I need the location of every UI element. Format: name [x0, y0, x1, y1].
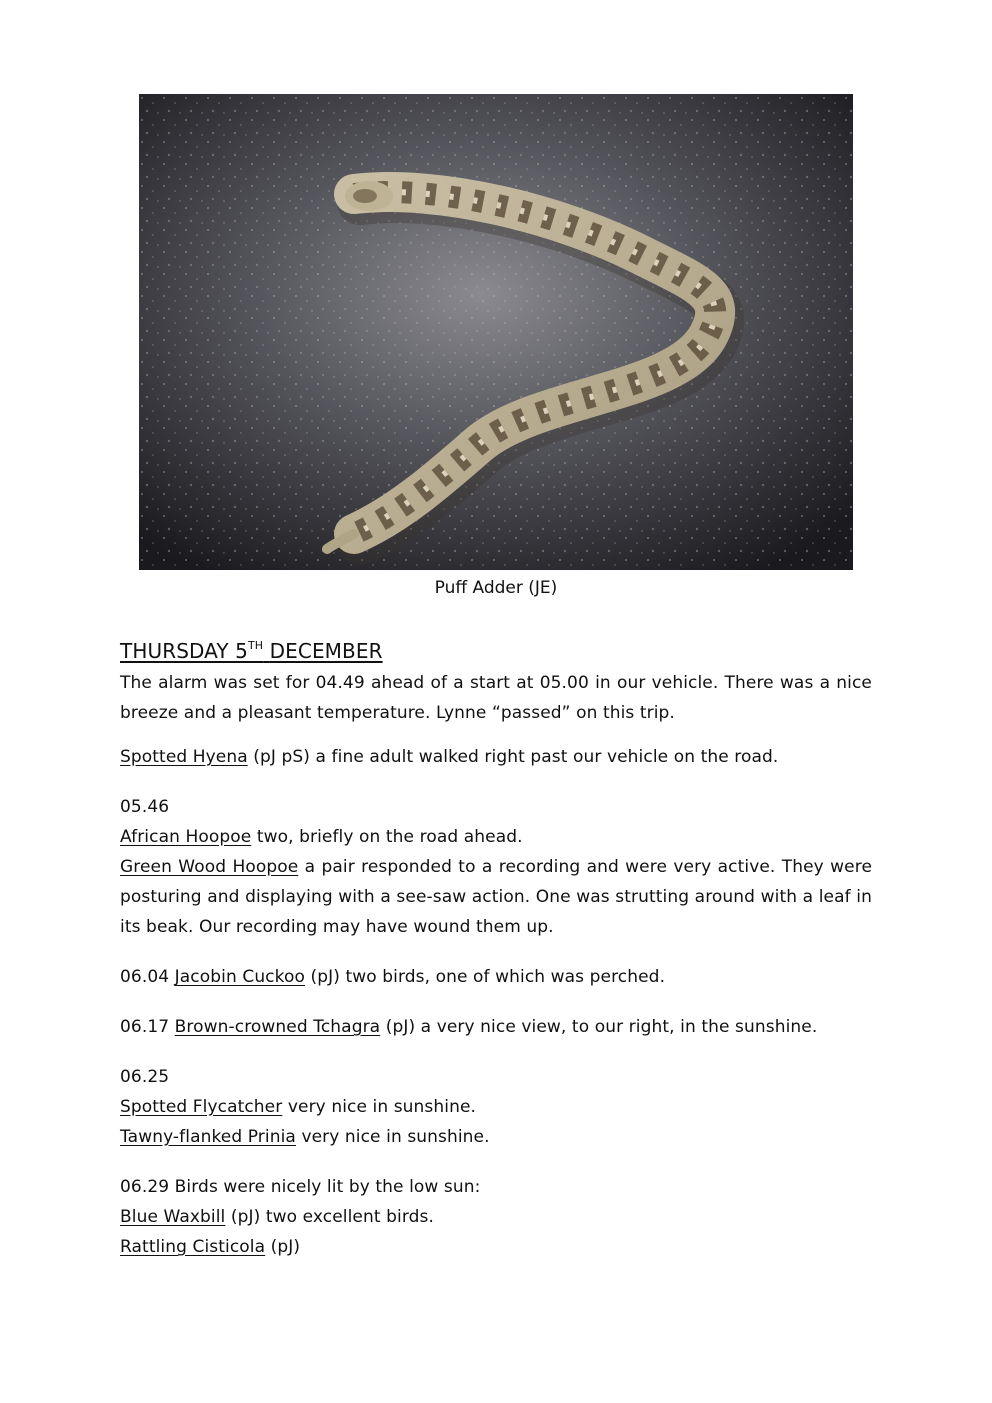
time-entry: 06.25 [120, 1067, 170, 1087]
species-name: Rattling Cisticola [120, 1237, 266, 1257]
species-name: Brown-crowned Tchagra [174, 1017, 381, 1037]
species-name: Spotted Hyena [120, 747, 248, 767]
species-name: Spotted Flycatcher [120, 1097, 283, 1117]
entry-african-hoopoe: African Hoopoe two, briefly on the road ahead. [120, 827, 523, 847]
species-name: Green Wood Hoopoe [120, 857, 299, 877]
entry-spotted-flycatcher: Spotted Flycatcher very nice in sunshine. [120, 1097, 477, 1117]
species-name: Jacobin Cuckoo [174, 967, 305, 987]
time-entry: 06.29 Birds were nicely lit by the low sun: [120, 1177, 481, 1197]
day-heading: THURSDAY 5TH DECEMBER [120, 639, 383, 663]
species-name: Tawny-flanked Prinia [120, 1127, 296, 1147]
entry-spotted-hyena: Spotted Hyena (pJ pS) a fine adult walked right past our vehicle on the road. [120, 747, 779, 767]
entry-tawny-flanked-prinia: Tawny-flanked Prinia very nice in sunshine. [120, 1127, 490, 1147]
entry-brown-crowned-tchagra: 06.17 Brown-crowned Tchagra (pJ) a very nice view, to our right, in the sunshine. [120, 1017, 818, 1037]
photo-caption: Puff Adder (JE) [434, 578, 558, 598]
puff-adder-photo [139, 94, 853, 570]
entry-green-wood-hoopoe: Green Wood Hoopoe a pair responded to a recording and were very active. They were posturing and displaying with a see-saw action. One was strutting around with a leaf in its beak. Our recording may have wound them up. [120, 857, 873, 937]
species-name: Blue Waxbill [120, 1207, 226, 1227]
entry-blue-waxbill: Blue Waxbill (pJ) two excellent birds. [120, 1207, 434, 1227]
diary-content [120, 636, 872, 1262]
snake-on-road-image [139, 94, 853, 570]
species-name: African Hoopoe [120, 827, 252, 847]
entry-rattling-cisticola: Rattling Cisticola (pJ) [120, 1237, 301, 1257]
intro-paragraph: The alarm was set for 04.49 ahead of a start at 05.00 in our vehicle. There was a nice breeze and a pleasant temperature. Lynne “passed” on this trip. [120, 673, 872, 723]
time-entry: 05.46 [120, 797, 170, 817]
entry-jacobin-cuckoo: 06.04 Jacobin Cuckoo (pJ) two birds, one of which was perched. [120, 967, 666, 987]
